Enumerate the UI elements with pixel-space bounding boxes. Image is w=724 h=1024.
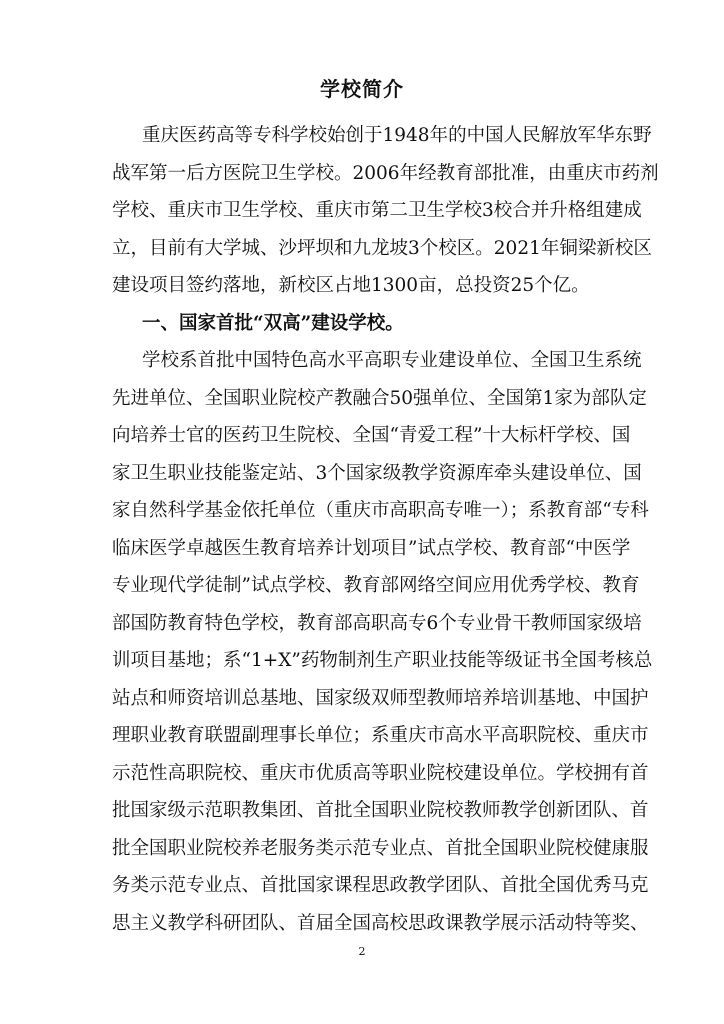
paragraph-line: 思主义教学科研团队、首届全国高校思政课教学展示活动特等奖、 — [112, 912, 649, 934]
paragraph-line: 建设项目签约落地，新校区占地1300亩，总投资25个亿。 — [112, 275, 590, 296]
paragraph-line: 家卫生职业技能鉴定站、3个国家级教学资源库牵头建设单位、国 — [112, 462, 642, 484]
paragraph-line: 学校系首批中国特色高水平高职专业建设单位、全国卫生系统 — [142, 350, 642, 371]
paragraph-line: 战军第一后方医院卫生学校。2006年经教育部批准，由重庆市药剂 — [112, 162, 659, 184]
paragraph-line: 示范性高职院校、重庆市优质高等职业院校建设单位。学校拥有首 — [112, 762, 649, 784]
page-title: 学校简介 — [320, 77, 404, 101]
paragraph-line: 务类示范专业点、首批国家课程思政教学团队、首批全国优秀马克 — [112, 875, 649, 896]
paragraph-line: 理职业教育联盟副理事长单位；系重庆市高水平高职院校、重庆市 — [112, 725, 649, 746]
paragraph-line: 重庆医药高等专科学校始创于1948年的中国人民解放军华东野 — [142, 125, 652, 146]
paragraph-line: 立，目前有大学城、沙坪坝和九龙坡3个校区。2021年铜梁新校区 — [112, 237, 652, 259]
paragraph-line: 批全国职业院校养老服务类示范专业点、首批全国职业院校健康服 — [112, 837, 649, 859]
paragraph-line: 批国家级示范职教集团、首批全国职业院校教师教学创新团队、首 — [112, 800, 649, 821]
section-heading: 一、国家首批“双高”建设学校。 — [142, 312, 404, 334]
body-text — [112, 117, 659, 942]
paragraph-line: 站点和师资培训总基地、国家级双师型教师培养培训基地、中国护 — [112, 687, 649, 709]
paragraph-line: 学校、重庆市卫生学校、重庆市第二卫生学校3校合并升格组建成 — [112, 200, 642, 221]
paragraph-line: 专业现代学徒制”试点学校、教育部网络空间应用优秀学校、教育 — [112, 575, 640, 596]
paragraph-line: 部国防教育特色学校，教育部高职高专6个专业骨干教师国家级培 — [112, 612, 642, 634]
paragraph-line: 训项目基地；系“1+X”药物制剂生产职业技能等级证书全国考核总 — [112, 650, 653, 671]
paragraph-line: 向培养士官的医药卫生院校、全国“青爱工程”十大标杆学校、国 — [112, 425, 631, 446]
paragraph-line: 临床医学卓越医生教育培养计划项目”试点学校、教育部“中医学 — [112, 537, 631, 559]
page-number: 2 — [358, 945, 366, 958]
paragraph-line: 先进单位、全国职业院校产教融合50强单位、全国第1家为部队定 — [112, 387, 647, 409]
paragraph-line: 家自然科学基金依托单位（重庆市高职高专唯一）；系教育部“专科 — [112, 500, 649, 521]
